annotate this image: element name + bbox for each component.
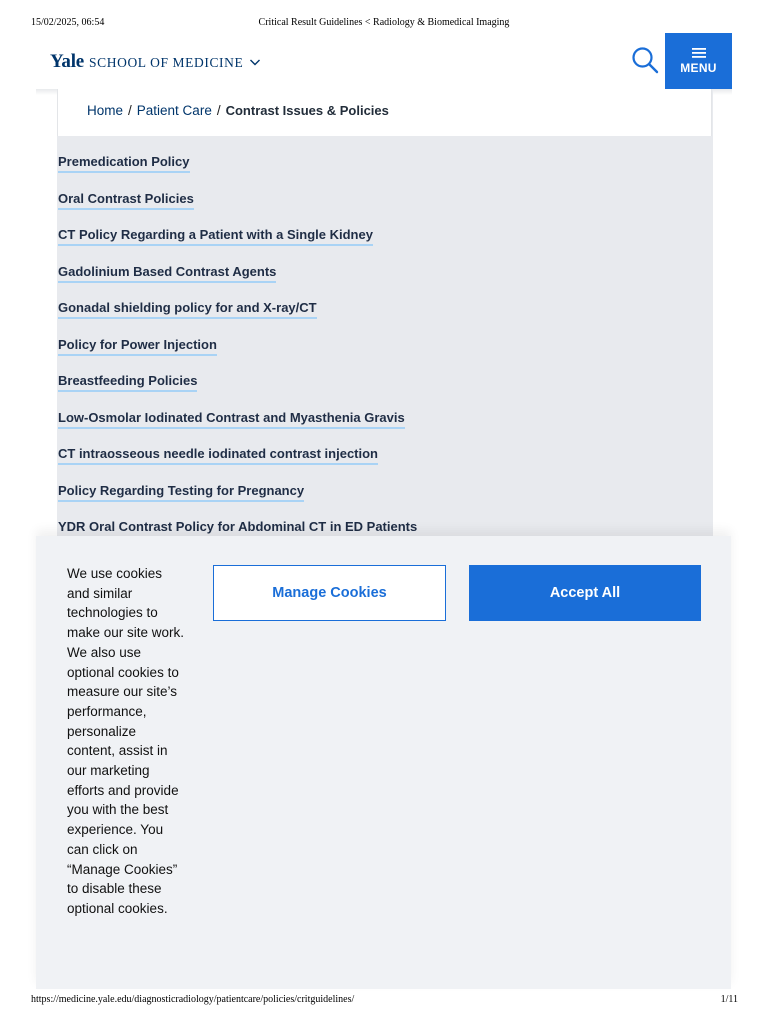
list-item xyxy=(58,153,417,190)
breadcrumb-home[interactable]: Home xyxy=(87,103,124,118)
cookie-banner xyxy=(36,536,731,989)
breadcrumb-separator: / xyxy=(128,103,132,118)
manage-cookies-button[interactable]: Manage Cookies xyxy=(213,565,446,621)
list-item xyxy=(58,226,417,263)
print-url: https://medicine.yale.edu/diagnosticradiology/patientcare/policies/critguidelines/ xyxy=(31,994,355,1005)
logo-yale-wordmark: Yale xyxy=(50,51,85,72)
list-item xyxy=(58,482,417,519)
print-page-number: 1/11 xyxy=(720,994,738,1005)
print-footer xyxy=(0,994,768,1008)
list-item xyxy=(58,409,417,446)
hamburger-icon xyxy=(692,48,706,58)
policy-link-ydr-oral-contrast[interactable]: YDR Oral Contrast Policy for Abdominal CT in ED Patients xyxy=(58,519,417,538)
print-header xyxy=(0,17,768,31)
policy-link-gonadal-shielding[interactable]: Gonadal shielding policy for and X-ray/CT xyxy=(58,300,317,319)
breadcrumb-separator: / xyxy=(216,103,221,118)
breadcrumb-patient-care[interactable]: Patient Care xyxy=(136,103,212,118)
breadcrumb-current: Contrast Issues & Policies xyxy=(225,103,389,118)
policy-link-power-injection[interactable]: Policy for Power Injection xyxy=(58,337,217,356)
accept-all-button[interactable]: Accept All xyxy=(469,565,701,621)
policy-link-pregnancy-testing[interactable]: Policy Regarding Testing for Pregnancy xyxy=(58,483,304,502)
policy-link-single-kidney[interactable]: CT Policy Regarding a Patient with a Single Kidney xyxy=(58,227,373,246)
menu-label: MENU xyxy=(680,60,717,75)
menu-button[interactable] xyxy=(665,33,732,89)
policy-link-myasthenia-gravis[interactable]: Low-Osmolar Iodinated Contrast and Myasthenia Gravis xyxy=(58,410,405,429)
list-item xyxy=(58,299,417,336)
chevron-down-icon[interactable] xyxy=(249,57,261,67)
policy-link-premedication[interactable]: Premedication Policy xyxy=(58,154,190,173)
policy-link-gadolinium[interactable]: Gadolinium Based Contrast Agents xyxy=(58,264,276,283)
breadcrumb xyxy=(87,103,389,118)
print-date: 15/02/2025, 06:54 xyxy=(31,17,105,28)
policy-link-oral-contrast[interactable]: Oral Contrast Policies xyxy=(58,191,194,210)
search-button[interactable] xyxy=(630,45,660,75)
policy-link-intraosseous[interactable]: CT intraosseous needle iodinated contrast injection xyxy=(58,446,378,465)
policy-list xyxy=(58,153,417,555)
logo-school-name: SCHOOL OF MEDICINE xyxy=(89,55,244,70)
site-header xyxy=(36,33,732,89)
list-item xyxy=(58,336,417,373)
list-item xyxy=(58,445,417,482)
policy-link-breastfeeding[interactable]: Breastfeeding Policies xyxy=(58,373,197,392)
print-title: Critical Result Guidelines < Radiology & Biomedical Imaging xyxy=(258,17,510,28)
breadcrumb-container xyxy=(57,89,712,136)
list-item xyxy=(58,372,417,409)
site-logo[interactable] xyxy=(50,51,261,73)
cookie-message: We use cookies and similar technologies to make our site work. We also use optional cookies to measure our site’s performance, personalize content, assist in our marketing efforts and provide you with the best experience. You can click on “Manage Cookies” to disable these optional cookies. xyxy=(67,566,185,916)
list-item xyxy=(58,190,417,227)
list-item xyxy=(58,263,417,300)
search-icon xyxy=(630,45,660,75)
